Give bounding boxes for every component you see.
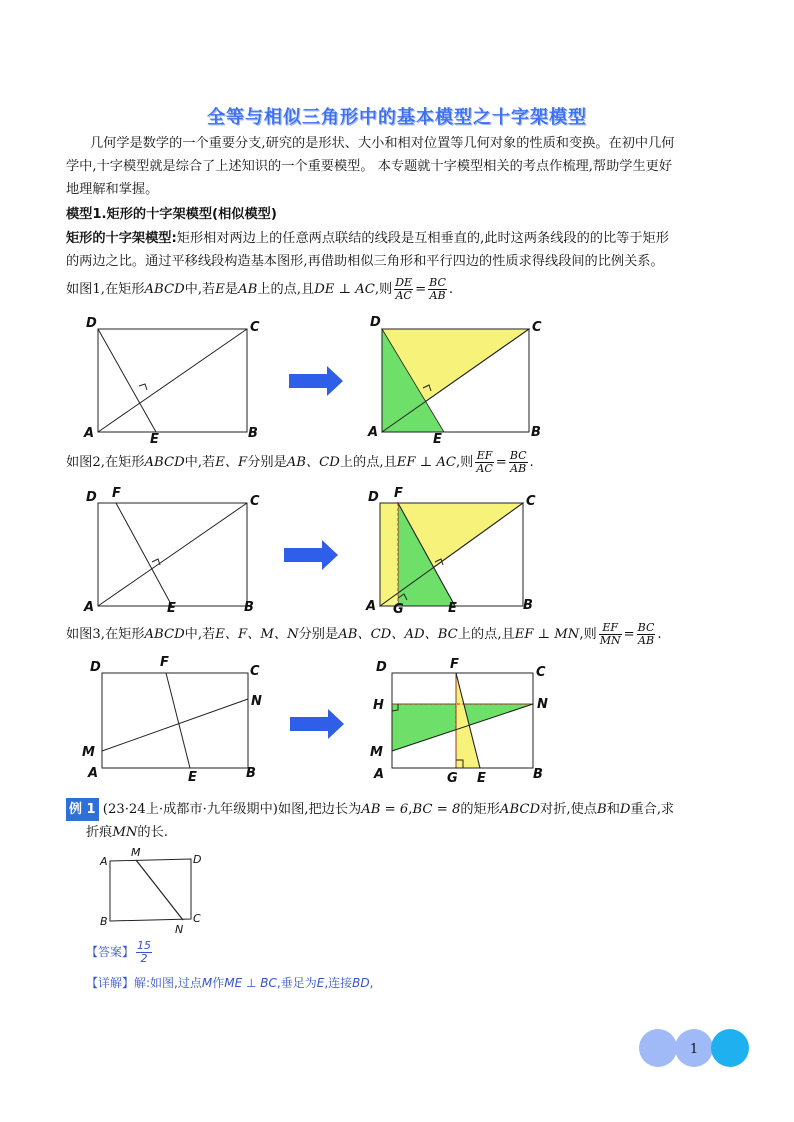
caption-math: EF ⊥ AC bbox=[396, 455, 456, 470]
arrow-icon bbox=[290, 709, 344, 739]
caption-text: 中,若 bbox=[184, 455, 216, 470]
example-text: , bbox=[408, 802, 413, 817]
label-F: F bbox=[160, 655, 169, 670]
arrow-icon bbox=[289, 366, 343, 396]
example-1-line2 bbox=[86, 821, 750, 844]
figure-1 bbox=[80, 312, 760, 456]
caption-text: 分别是 bbox=[298, 627, 339, 642]
example-1 bbox=[66, 798, 730, 821]
detail bbox=[86, 972, 750, 995]
example-source: (23·24上·成都市·九年级期中) bbox=[102, 802, 278, 817]
label-B: B bbox=[533, 767, 543, 782]
label-D: D bbox=[193, 853, 202, 866]
label-M: M bbox=[82, 745, 95, 760]
fraction: $\frac{EF}{MN}$ bbox=[599, 621, 621, 647]
detail-text: 作 bbox=[212, 976, 225, 990]
label-E: E bbox=[150, 432, 159, 447]
example-text: 如图,把边长为 bbox=[277, 802, 362, 817]
caption-text: . bbox=[448, 282, 454, 297]
caption-math: E bbox=[215, 282, 225, 297]
label-A: A bbox=[84, 426, 95, 441]
fraction: $\frac{BC}{AB}$ bbox=[429, 276, 446, 302]
label-A: A bbox=[374, 767, 385, 782]
example-math: MN bbox=[112, 825, 138, 840]
fraction: $\frac{EF}{AC}$ bbox=[476, 449, 493, 475]
detail-text: ,连接 bbox=[324, 976, 353, 990]
intro-line-1: 几何学是数学的一个重要分支,研究的是形状、大小和相对位置等几何对象的性质和变换。在初中几何 bbox=[90, 136, 675, 151]
example-text: 对折,使点 bbox=[540, 802, 597, 817]
fig2-caption bbox=[66, 450, 730, 475]
example-1-figure bbox=[96, 845, 216, 939]
model1-heading: 模型1.矩形的十字架模型(相似模型) bbox=[66, 207, 277, 222]
label-B: B bbox=[246, 766, 256, 781]
label-G: G bbox=[447, 771, 458, 786]
example-text: 和 bbox=[606, 802, 620, 817]
detail-text: ,垂足为 bbox=[276, 976, 317, 990]
label-D: D bbox=[370, 315, 381, 330]
caption-text: ,则 bbox=[455, 455, 474, 470]
caption-math: ABCD bbox=[144, 627, 185, 642]
label-A: A bbox=[366, 599, 377, 614]
label-C: C bbox=[250, 494, 260, 509]
example-math: B bbox=[597, 802, 607, 817]
caption-math: E、F bbox=[215, 455, 248, 470]
example-text: 折痕 bbox=[86, 825, 113, 840]
example-math: ABCD bbox=[499, 802, 541, 817]
detail-text: , bbox=[369, 976, 374, 990]
fraction: $\frac{BC}{AB}$ bbox=[637, 621, 655, 647]
caption-math: AB、CD、AD、BC bbox=[338, 627, 458, 642]
caption-math: EF ⊥ MN bbox=[514, 627, 580, 642]
example-math: BC = 8 bbox=[412, 802, 461, 817]
label-A: A bbox=[100, 855, 108, 868]
caption-math: AB bbox=[238, 282, 258, 297]
caption-text: 是 bbox=[224, 282, 239, 297]
model1-description bbox=[66, 227, 730, 250]
caption-text: 上的点,且 bbox=[457, 627, 515, 642]
label-A: A bbox=[88, 766, 99, 781]
detail-math: ME ⊥ BC bbox=[224, 976, 277, 990]
caption-text: 中,若 bbox=[184, 282, 216, 297]
example-math: AB = 6 bbox=[361, 802, 409, 817]
label-B: B bbox=[531, 425, 541, 440]
label-M: M bbox=[370, 745, 383, 760]
fig3-left-diagram bbox=[82, 655, 262, 785]
example-badge: 例 1 bbox=[66, 798, 99, 821]
label-G: G bbox=[393, 602, 404, 617]
caption-math: ABCD bbox=[144, 455, 185, 470]
label-F: F bbox=[450, 657, 459, 672]
label-C: C bbox=[250, 320, 260, 335]
arrow-icon bbox=[284, 540, 338, 570]
caption-text: 如图1,在矩形 bbox=[66, 282, 145, 297]
label-H: H bbox=[373, 698, 384, 713]
example-text: 的矩形 bbox=[460, 802, 500, 817]
caption-text: 分别是 bbox=[247, 455, 287, 470]
label-E: E bbox=[167, 601, 176, 616]
answer-label: 【答案】 bbox=[86, 945, 135, 959]
example-math: D bbox=[619, 802, 631, 817]
equals-sign: = bbox=[495, 455, 507, 470]
label-D: D bbox=[90, 660, 101, 675]
intro-line-3: 地理解和掌握。 bbox=[66, 182, 159, 197]
caption-text: 中,若 bbox=[184, 627, 216, 642]
page-number-text: 1 bbox=[689, 1042, 699, 1057]
example-text: 重合,求 bbox=[630, 802, 675, 817]
label-D: D bbox=[376, 660, 387, 675]
caption-text: . bbox=[657, 627, 662, 642]
caption-math: E、F、M、N bbox=[215, 627, 299, 642]
label-B: B bbox=[100, 915, 108, 928]
label-N: N bbox=[537, 697, 548, 712]
label-N: N bbox=[175, 923, 184, 935]
model1-description-line2: 的两边之比。通过平移线段构造基本图形,再借助相似三角形和平行四边的性质求得线段间的比例关系。 bbox=[66, 254, 664, 269]
label-D: D bbox=[368, 490, 379, 505]
fraction: $\frac{BC}{AB}$ bbox=[509, 449, 527, 475]
label-B: B bbox=[248, 426, 258, 441]
caption-math: ABCD bbox=[144, 282, 185, 297]
label-C: C bbox=[526, 494, 536, 509]
detail-math: M bbox=[201, 976, 213, 990]
label-E: E bbox=[188, 770, 197, 785]
caption-text: 上的点,且 bbox=[257, 282, 315, 297]
label-N: N bbox=[251, 694, 262, 709]
detail-math: E bbox=[316, 976, 325, 990]
fig1-caption bbox=[66, 277, 730, 302]
detail-text: 解:如图,过点 bbox=[134, 976, 202, 990]
example-text: 的长. bbox=[137, 825, 168, 840]
model1-lead-label: 矩形的十字架模型: bbox=[66, 231, 177, 246]
label-B: B bbox=[523, 598, 533, 613]
caption-text: ,则 bbox=[579, 627, 597, 642]
figure-2 bbox=[80, 482, 760, 626]
label-C: C bbox=[532, 320, 542, 335]
fig1-right-diagram bbox=[367, 315, 542, 447]
label-B: B bbox=[244, 600, 254, 615]
label-C: C bbox=[250, 664, 260, 679]
label-F: F bbox=[112, 486, 121, 501]
fraction: $\frac{DE}{AC}$ bbox=[395, 276, 413, 302]
caption-text: 上的点,且 bbox=[339, 455, 397, 470]
label-E: E bbox=[477, 771, 486, 786]
caption-text: 如图3,在矩形 bbox=[66, 627, 145, 642]
fig1-left-diagram bbox=[83, 316, 260, 447]
caption-text: 如图2,在矩形 bbox=[66, 455, 145, 470]
label-E: E bbox=[448, 601, 457, 616]
model1-lead-text: 矩形相对两边上的任意两点联结的线段是互相垂直的,此时这两条线段的的比等于矩形 bbox=[176, 231, 669, 246]
label-E: E bbox=[433, 432, 442, 447]
caption-math: DE ⊥ AC bbox=[314, 282, 375, 297]
page-number bbox=[638, 1028, 750, 1068]
label-A: A bbox=[84, 600, 95, 615]
intro-line-2: 学中,十字模型就是综合了上述知识的一个重要模型。 本专题就十字模型相关的考点作梳理,帮助学生更好 bbox=[66, 159, 673, 174]
label-D: D bbox=[86, 316, 97, 331]
label-D: D bbox=[86, 490, 97, 505]
equals-sign: = bbox=[623, 627, 635, 642]
fig3-right-diagram bbox=[370, 657, 548, 786]
caption-text: ,则 bbox=[374, 282, 393, 297]
detail-label: 【详解】 bbox=[86, 976, 135, 990]
caption-text: . bbox=[529, 455, 534, 470]
page-title: 全等与相似三角形中的基本模型之十字架模型 bbox=[207, 107, 587, 128]
caption-math: AB、CD bbox=[286, 455, 340, 470]
figure-3 bbox=[80, 652, 760, 794]
fig2-left-diagram bbox=[83, 486, 260, 616]
label-C: C bbox=[193, 912, 201, 925]
answer-fraction: $\frac{15}{2}$ bbox=[137, 939, 152, 965]
fig3-caption bbox=[66, 622, 730, 647]
fig2-right-diagram bbox=[365, 486, 536, 617]
detail-math: BD bbox=[352, 976, 370, 990]
label-F: F bbox=[394, 486, 403, 501]
label-A: A bbox=[368, 425, 379, 440]
answer bbox=[86, 940, 750, 965]
equals-sign: = bbox=[415, 282, 427, 297]
label-M: M bbox=[131, 846, 141, 859]
label-C: C bbox=[536, 665, 546, 680]
